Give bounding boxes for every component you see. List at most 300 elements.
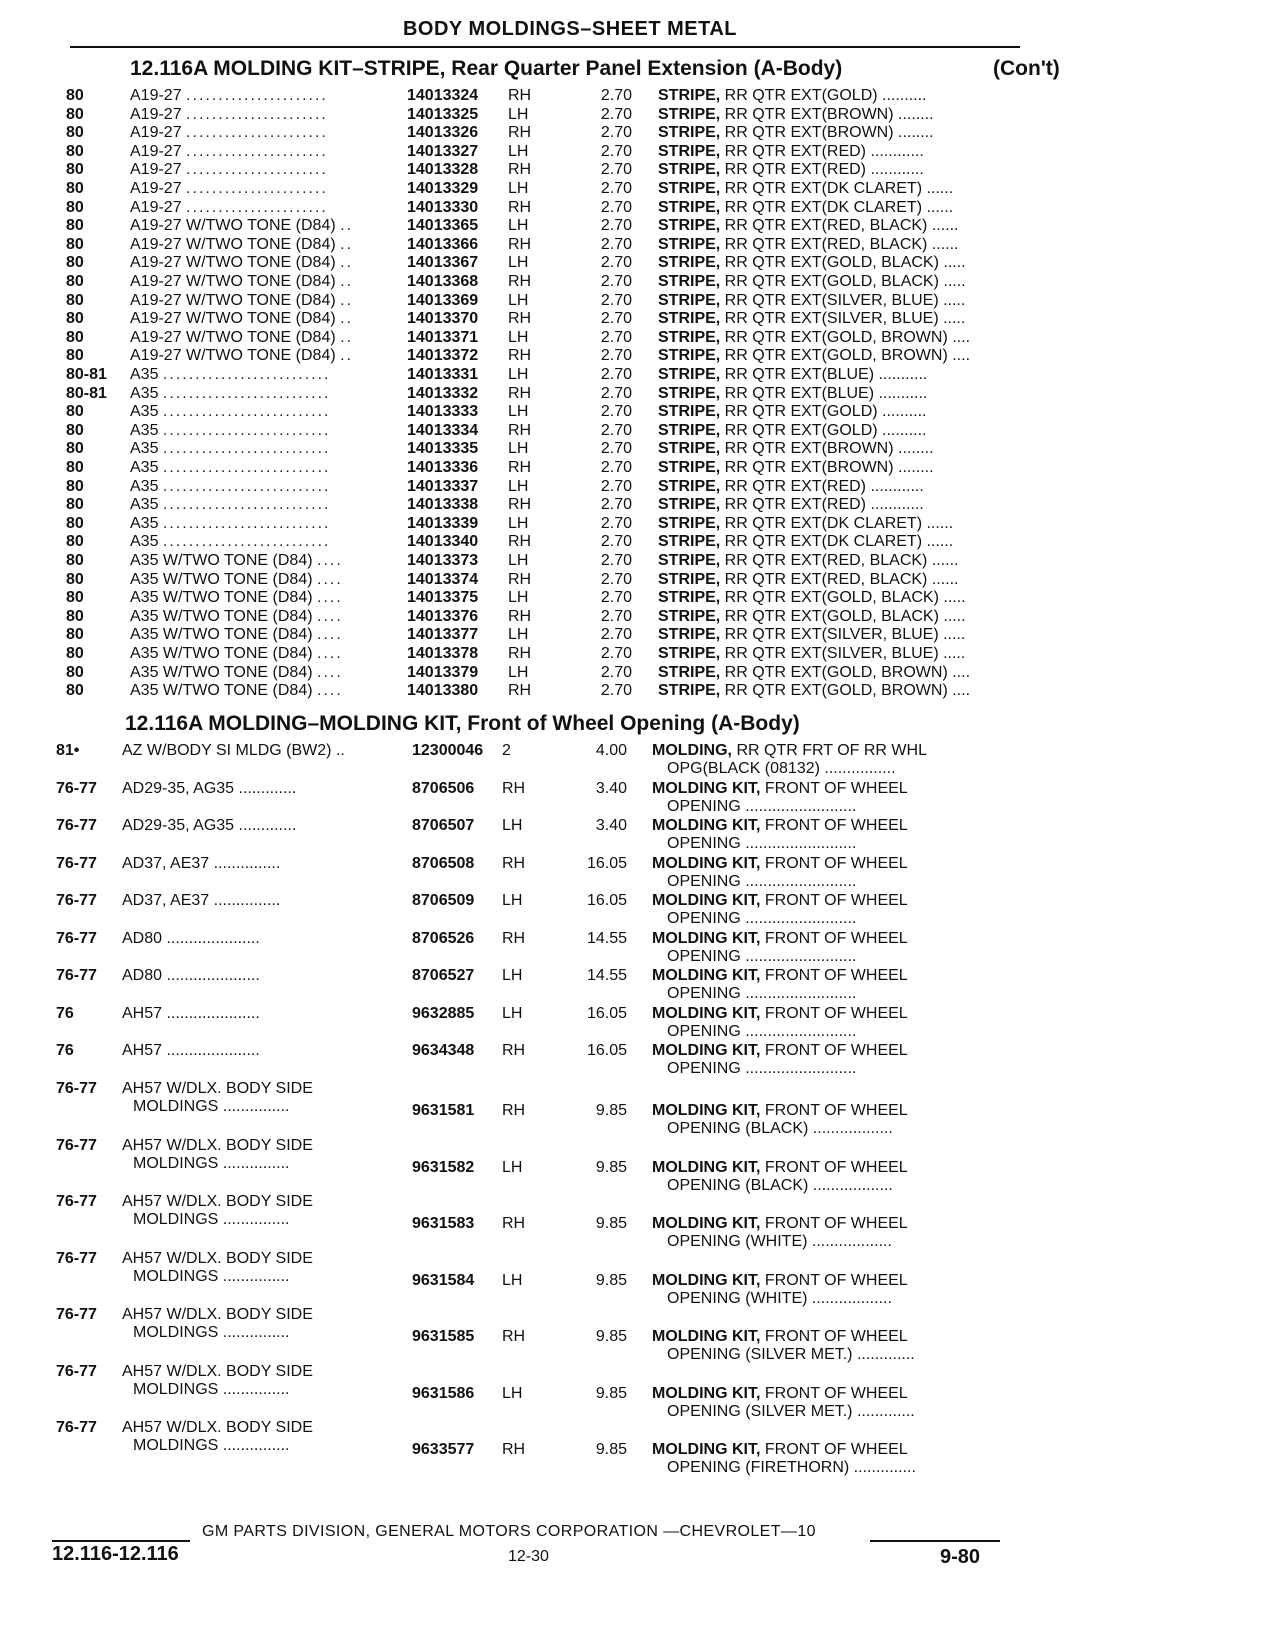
table-row bbox=[0, 551, 1280, 570]
part-description bbox=[652, 1159, 908, 1177]
part-description bbox=[658, 625, 965, 644]
model-code bbox=[130, 588, 343, 607]
side-label: LH bbox=[502, 1004, 523, 1022]
description-keyword: STRIPE, bbox=[658, 142, 721, 160]
table-row bbox=[0, 384, 1280, 403]
model-code bbox=[130, 439, 331, 458]
part-description bbox=[658, 514, 953, 533]
model-year: 80 bbox=[66, 607, 84, 625]
model-code bbox=[130, 570, 343, 589]
model-text: A19-27 W/TWO TONE (D84) bbox=[130, 217, 336, 235]
part-number: 14013370 bbox=[407, 310, 479, 328]
page-header-title: BODY MOLDINGS–SHEET METAL bbox=[402, 18, 737, 40]
description-text: FRONT OF WHEEL bbox=[760, 1215, 908, 1232]
price: 2.70 bbox=[600, 682, 632, 700]
model-code bbox=[130, 346, 353, 365]
side-label: LH bbox=[508, 142, 529, 160]
model-code: AH57 W/DLX. BODY SIDE bbox=[122, 1306, 313, 1323]
model-text: A35 bbox=[130, 533, 159, 551]
description-text: RR QTR EXT(GOLD) .......... bbox=[720, 87, 927, 104]
description-text: RR QTR EXT(SILVER, BLUE) ..... bbox=[720, 645, 966, 662]
side-label: RH bbox=[508, 533, 532, 551]
part-number: 9631584 bbox=[412, 1271, 475, 1289]
side-label: LH bbox=[508, 589, 529, 607]
side-label: RH bbox=[508, 198, 532, 216]
table-row bbox=[0, 625, 1280, 644]
description-keyword: STRIPE, bbox=[658, 180, 721, 197]
model-code bbox=[130, 309, 353, 328]
table-row bbox=[0, 607, 1280, 626]
price: 2.70 bbox=[600, 291, 632, 309]
part-description bbox=[652, 855, 908, 873]
leader-dots: .. bbox=[340, 254, 354, 272]
description-continuation: OPG(BLACK (08132) ................ bbox=[667, 760, 896, 777]
part-description bbox=[658, 123, 934, 142]
table-row bbox=[0, 142, 1280, 161]
leader-dots: ...................... bbox=[186, 180, 328, 197]
table-row bbox=[0, 160, 1280, 179]
description-text: FRONT OF WHEEL bbox=[760, 1441, 908, 1458]
side-label: RH bbox=[508, 421, 532, 439]
side-label: RH bbox=[508, 570, 532, 588]
model-code: AZ W/BODY SI MLDG (BW2) .. bbox=[122, 742, 345, 759]
side-label: RH bbox=[508, 273, 532, 290]
model-year: 76-77 bbox=[56, 1419, 97, 1436]
description-keyword: STRIPE, bbox=[658, 384, 721, 402]
description-text: RR QTR EXT(SILVER, BLUE) ..... bbox=[720, 626, 966, 644]
part-number: 14013335 bbox=[407, 440, 479, 458]
part-description bbox=[658, 216, 958, 235]
description-keyword: STRIPE, bbox=[658, 570, 721, 588]
model-year: 80-81 bbox=[66, 366, 107, 383]
part-description bbox=[652, 930, 908, 948]
price: 9.85 bbox=[595, 1328, 627, 1345]
description-text: RR QTR EXT(GOLD, BROWN) .... bbox=[720, 663, 971, 681]
side-label: LH bbox=[502, 967, 523, 984]
part-number: 14013340 bbox=[407, 533, 479, 551]
side-label: RH bbox=[508, 235, 532, 253]
part-number: 14013332 bbox=[407, 384, 479, 402]
price: 3.40 bbox=[595, 817, 627, 834]
footer-rule-right bbox=[870, 1540, 1000, 1542]
description-text: RR QTR EXT(BLUE) ........... bbox=[720, 366, 928, 383]
part-description bbox=[658, 346, 970, 365]
table-row bbox=[0, 365, 1280, 384]
price: 2.70 bbox=[600, 570, 632, 588]
model-year: 76-77 bbox=[56, 892, 97, 909]
price: 14.55 bbox=[586, 967, 627, 984]
part-number: 8706509 bbox=[412, 892, 475, 909]
leader-dots: .. bbox=[340, 217, 354, 235]
model-text: A35 W/TWO TONE (D84) bbox=[130, 570, 313, 588]
footer-section-range: 12.116-12.116 bbox=[52, 1543, 179, 1565]
side-label: RH bbox=[502, 1102, 526, 1119]
model-text: A19-27 W/TWO TONE (D84) bbox=[130, 328, 336, 346]
table-row bbox=[0, 421, 1280, 440]
side-label: RH bbox=[508, 87, 532, 104]
model-year: 80 bbox=[66, 142, 84, 160]
model-year: 80 bbox=[66, 570, 84, 588]
model-year: 80 bbox=[66, 217, 84, 235]
model-text: A19-27 W/TWO TONE (D84) bbox=[130, 347, 336, 365]
side-label: LH bbox=[502, 1384, 523, 1402]
side-label: LH bbox=[508, 552, 529, 569]
price: 2.70 bbox=[600, 105, 632, 123]
description-keyword: MOLDING KIT, bbox=[652, 1384, 761, 1402]
part-number: 9631582 bbox=[412, 1158, 475, 1176]
side-label: RH bbox=[502, 854, 526, 872]
model-year: 80 bbox=[66, 180, 84, 197]
leader-dots: .... bbox=[317, 570, 343, 588]
description-keyword: STRIPE, bbox=[658, 589, 721, 607]
model-year: 80 bbox=[66, 533, 84, 551]
description-continuation: OPENING (BLACK) .................. bbox=[667, 1176, 893, 1194]
part-number: 9631585 bbox=[412, 1328, 475, 1345]
model-text: A35 W/TWO TONE (D84) bbox=[130, 552, 313, 569]
description-keyword: STRIPE, bbox=[658, 273, 721, 290]
part-description bbox=[658, 607, 966, 626]
model-year: 80 bbox=[66, 328, 84, 346]
model-text: A19-27 bbox=[130, 161, 182, 179]
leader-dots: .......................... bbox=[162, 366, 331, 383]
description-continuation: OPENING (SILVER MET.) ............. bbox=[667, 1402, 915, 1420]
description-text: RR QTR EXT(BROWN) ........ bbox=[720, 105, 934, 123]
price: 2.70 bbox=[600, 161, 632, 179]
price: 2.70 bbox=[600, 235, 632, 253]
price: 2.70 bbox=[600, 180, 632, 197]
model-year: 76-77 bbox=[56, 929, 97, 947]
footer-publisher: GM PARTS DIVISION, GENERAL MOTORS CORPORATION —CHEVROLET—10 bbox=[202, 1523, 816, 1540]
side-label: RH bbox=[502, 1042, 526, 1059]
description-keyword: STRIPE, bbox=[658, 626, 721, 644]
description-text: FRONT OF WHEEL bbox=[760, 967, 908, 984]
part-number: 14013326 bbox=[407, 124, 479, 142]
price: 2.70 bbox=[600, 366, 632, 383]
price: 2.70 bbox=[600, 626, 632, 644]
description-continuation: OPENING (WHITE) .................. bbox=[667, 1233, 892, 1250]
model-year: 80 bbox=[66, 552, 84, 569]
leader-dots: ...................... bbox=[186, 87, 328, 104]
model-text: A35 bbox=[130, 366, 159, 383]
leader-dots: .. bbox=[340, 235, 354, 253]
part-number: 9632885 bbox=[412, 1004, 475, 1022]
price: 16.05 bbox=[586, 1042, 627, 1059]
leader-dots: ...................... bbox=[186, 124, 328, 142]
model-year: 80 bbox=[66, 254, 84, 272]
part-number: 14013365 bbox=[407, 217, 479, 235]
table-row bbox=[0, 477, 1280, 496]
price: 16.05 bbox=[586, 892, 627, 909]
price: 2.70 bbox=[600, 328, 632, 346]
model-year: 80 bbox=[66, 291, 84, 309]
part-description bbox=[658, 439, 934, 458]
leader-dots: .... bbox=[317, 682, 343, 700]
model-year: 80 bbox=[66, 514, 84, 532]
part-description bbox=[658, 198, 953, 217]
model-code bbox=[130, 142, 328, 161]
model-text: A19-27 bbox=[130, 142, 182, 160]
description-keyword: STRIPE, bbox=[658, 161, 721, 179]
description-keyword: STRIPE, bbox=[658, 291, 721, 309]
side-label: LH bbox=[508, 366, 529, 383]
part-number: 14013373 bbox=[407, 552, 479, 569]
description-keyword: STRIPE, bbox=[658, 440, 721, 458]
part-description bbox=[658, 328, 970, 347]
part-description bbox=[658, 551, 958, 570]
description-keyword: STRIPE, bbox=[658, 552, 721, 569]
description-text: RR QTR EXT(RED) ............ bbox=[720, 496, 924, 514]
model-code-continuation: MOLDINGS ............... bbox=[133, 1267, 290, 1285]
part-number: 9631586 bbox=[412, 1384, 475, 1402]
model-year: 76-77 bbox=[56, 1193, 97, 1210]
description-text: FRONT OF WHEEL bbox=[760, 854, 908, 872]
price: 4.00 bbox=[595, 742, 627, 759]
model-year: 80 bbox=[66, 124, 84, 142]
model-text: A35 bbox=[130, 477, 159, 495]
leader-dots: .... bbox=[317, 663, 343, 681]
model-code bbox=[130, 532, 331, 551]
part-description bbox=[652, 892, 908, 910]
model-text: A35 bbox=[130, 403, 159, 421]
part-description bbox=[658, 179, 953, 198]
part-number: 14013328 bbox=[407, 161, 479, 179]
model-year: 80 bbox=[66, 663, 84, 681]
model-code: AH57 W/DLX. BODY SIDE bbox=[122, 1080, 313, 1097]
description-continuation: OPENING ......................... bbox=[667, 835, 857, 852]
price: 2.70 bbox=[600, 514, 632, 532]
model-text: A19-27 bbox=[130, 87, 182, 104]
part-number: 14013325 bbox=[407, 105, 479, 123]
model-year: 80-81 bbox=[66, 384, 107, 402]
model-year: 80 bbox=[66, 626, 84, 644]
part-number: 14013376 bbox=[407, 607, 479, 625]
description-keyword: STRIPE, bbox=[658, 421, 721, 439]
price: 2.70 bbox=[600, 496, 632, 514]
side-label: RH bbox=[508, 496, 532, 514]
side-label: LH bbox=[508, 440, 529, 458]
price: 16.05 bbox=[586, 854, 627, 872]
part-number: 8706508 bbox=[412, 854, 475, 872]
model-year: 76-77 bbox=[56, 817, 97, 834]
side-label: LH bbox=[508, 626, 529, 644]
description-continuation: OPENING ......................... bbox=[667, 797, 857, 815]
part-number: 9631581 bbox=[412, 1102, 475, 1119]
description-continuation: OPENING ......................... bbox=[667, 947, 857, 965]
leader-dots: .. bbox=[340, 347, 354, 365]
part-description bbox=[658, 681, 970, 700]
model-year: 76-77 bbox=[56, 967, 97, 984]
model-code bbox=[130, 495, 331, 514]
description-continuation: OPENING ......................... bbox=[667, 985, 857, 1002]
model-year: 80 bbox=[66, 273, 84, 290]
side-label: RH bbox=[502, 1215, 526, 1232]
model-year: 76-77 bbox=[56, 1136, 97, 1154]
description-text: RR QTR EXT(GOLD, BLACK) ..... bbox=[720, 607, 966, 625]
part-description bbox=[658, 588, 966, 607]
section-heading-stripe bbox=[130, 57, 1060, 81]
table-row bbox=[0, 86, 1280, 105]
price: 9.85 bbox=[595, 1215, 627, 1232]
leader-dots: .... bbox=[317, 607, 343, 625]
table-row bbox=[0, 439, 1280, 458]
table-row bbox=[0, 328, 1280, 347]
description-continuation: OPENING ......................... bbox=[667, 910, 857, 927]
model-year: 81• bbox=[56, 742, 80, 759]
leader-dots: .......................... bbox=[162, 459, 331, 476]
model-text: A19-27 W/TWO TONE (D84) bbox=[130, 254, 336, 272]
model-text: A35 bbox=[130, 421, 159, 439]
side-label: RH bbox=[502, 929, 526, 947]
description-keyword: MOLDING KIT, bbox=[652, 967, 761, 984]
model-text: A35 W/TWO TONE (D84) bbox=[130, 589, 313, 607]
part-number: 14013330 bbox=[407, 198, 479, 216]
leader-dots: .... bbox=[317, 552, 343, 569]
part-description bbox=[658, 458, 934, 477]
part-number: 14013374 bbox=[407, 570, 479, 588]
table-row bbox=[0, 514, 1280, 533]
side-label: LH bbox=[508, 514, 529, 532]
model-text: A35 bbox=[130, 384, 159, 402]
description-continuation: OPENING (FIRETHORN) .............. bbox=[667, 1459, 916, 1476]
model-code: AH57 ..................... bbox=[122, 1042, 260, 1059]
description-text: FRONT OF WHEEL bbox=[760, 929, 908, 947]
description-keyword: MOLDING KIT, bbox=[652, 1215, 761, 1232]
table-row bbox=[0, 402, 1280, 421]
description-keyword: STRIPE, bbox=[658, 254, 721, 272]
model-code bbox=[130, 179, 328, 198]
model-code: AD37, AE37 ............... bbox=[122, 892, 281, 909]
model-text: A35 W/TWO TONE (D84) bbox=[130, 607, 313, 625]
model-code bbox=[130, 402, 331, 421]
description-text: RR QTR EXT(GOLD, BROWN) .... bbox=[720, 347, 971, 365]
part-number: 14013324 bbox=[407, 87, 479, 104]
part-description bbox=[658, 309, 965, 328]
price: 2.70 bbox=[600, 440, 632, 458]
description-keyword: STRIPE, bbox=[658, 310, 721, 328]
part-number: 14013329 bbox=[407, 180, 479, 197]
part-number: 8706506 bbox=[412, 779, 475, 797]
model-text: A35 bbox=[130, 514, 159, 532]
side-label: LH bbox=[502, 817, 523, 834]
model-code-continuation: MOLDINGS ............... bbox=[133, 1324, 290, 1341]
description-text: FRONT OF WHEEL bbox=[760, 1328, 908, 1345]
part-description bbox=[652, 742, 927, 760]
description-keyword: STRIPE, bbox=[658, 645, 721, 662]
price: 2.70 bbox=[600, 198, 632, 216]
model-code: AH57 W/DLX. BODY SIDE bbox=[122, 1136, 313, 1154]
side-label: RH bbox=[508, 459, 532, 476]
price: 14.55 bbox=[586, 929, 627, 947]
description-text: FRONT OF WHEEL bbox=[760, 1158, 908, 1176]
table-row bbox=[0, 123, 1280, 142]
part-number: 8706507 bbox=[412, 817, 475, 834]
model-code bbox=[130, 514, 331, 533]
leader-dots: .......................... bbox=[162, 403, 331, 421]
description-text: RR QTR EXT(GOLD) .......... bbox=[720, 403, 927, 421]
part-description bbox=[652, 1441, 908, 1459]
side-label: RH bbox=[508, 347, 532, 365]
description-text: FRONT OF WHEEL bbox=[760, 779, 908, 797]
leader-dots: .... bbox=[317, 589, 343, 607]
part-description bbox=[658, 253, 966, 272]
table-row bbox=[0, 179, 1280, 198]
leader-dots: ...................... bbox=[186, 105, 328, 123]
section-heading-text: 12.116A MOLDING KIT–STRIPE, Rear Quarter Panel Extension (A-Body) bbox=[130, 57, 843, 80]
part-number: 14013334 bbox=[407, 421, 479, 439]
footer-page-number: 12-30 bbox=[508, 1548, 549, 1565]
part-description bbox=[652, 1102, 908, 1120]
model-code bbox=[130, 253, 353, 272]
side-label: LH bbox=[508, 663, 529, 681]
description-keyword: STRIPE, bbox=[658, 198, 721, 216]
leader-dots: .. bbox=[340, 291, 354, 309]
description-keyword: MOLDING KIT, bbox=[652, 929, 761, 947]
leader-dots: .......................... bbox=[162, 533, 331, 551]
description-keyword: MOLDING KIT, bbox=[652, 817, 761, 834]
description-keyword: MOLDING KIT, bbox=[652, 1328, 761, 1345]
part-number: 8706526 bbox=[412, 929, 475, 947]
part-number: 14013331 bbox=[407, 366, 479, 383]
model-year: 76 bbox=[56, 1042, 74, 1059]
model-code bbox=[130, 421, 331, 440]
description-continuation: OPENING ......................... bbox=[667, 872, 857, 890]
model-code-continuation: MOLDINGS ............... bbox=[133, 1098, 290, 1115]
table-row bbox=[0, 216, 1280, 235]
description-text: RR QTR EXT(DK CLARET) ...... bbox=[720, 180, 954, 197]
side-label: LH bbox=[508, 105, 529, 123]
table-row bbox=[0, 272, 1280, 291]
model-year: 80 bbox=[66, 496, 84, 514]
model-year: 76-77 bbox=[56, 1249, 97, 1267]
leader-dots: .......................... bbox=[162, 514, 331, 532]
continued-label: (Con't) bbox=[993, 57, 1060, 80]
leader-dots: .. bbox=[340, 310, 354, 328]
side-label: RH bbox=[508, 124, 532, 142]
model-code: AD80 ..................... bbox=[122, 967, 260, 984]
part-number: 14013378 bbox=[407, 645, 479, 662]
model-year: 76-77 bbox=[56, 1306, 97, 1323]
side-label: LH bbox=[508, 328, 529, 346]
part-description bbox=[658, 160, 924, 179]
description-text: RR QTR EXT(BLUE) ........... bbox=[720, 384, 928, 402]
model-year: 76-77 bbox=[56, 1080, 97, 1097]
description-keyword: MOLDING KIT, bbox=[652, 854, 761, 872]
table-row bbox=[0, 570, 1280, 589]
part-description bbox=[658, 384, 927, 403]
part-number: 14013372 bbox=[407, 347, 479, 365]
table-row bbox=[0, 644, 1280, 663]
price: 2.70 bbox=[600, 477, 632, 495]
model-code bbox=[130, 291, 353, 310]
side-label: LH bbox=[508, 477, 529, 495]
price: 2.70 bbox=[600, 403, 632, 421]
description-text: RR QTR EXT(BROWN) ........ bbox=[720, 459, 934, 476]
model-code bbox=[130, 477, 331, 496]
description-text: RR QTR EXT(GOLD, BLACK) ..... bbox=[720, 254, 966, 272]
price: 2.70 bbox=[600, 552, 632, 569]
leader-dots: .... bbox=[317, 645, 343, 662]
part-description bbox=[652, 1328, 908, 1346]
model-text: A35 W/TWO TONE (D84) bbox=[130, 682, 313, 700]
model-text: A35 W/TWO TONE (D84) bbox=[130, 645, 313, 662]
description-text: FRONT OF WHEEL bbox=[760, 1004, 908, 1022]
price: 2.70 bbox=[600, 663, 632, 681]
description-keyword: STRIPE, bbox=[658, 105, 721, 123]
description-text: RR QTR EXT(RED) ............ bbox=[720, 477, 924, 495]
description-text: FRONT OF WHEEL bbox=[760, 1271, 908, 1289]
description-text: RR QTR EXT(GOLD, BROWN) .... bbox=[720, 328, 971, 346]
part-description bbox=[658, 235, 958, 254]
